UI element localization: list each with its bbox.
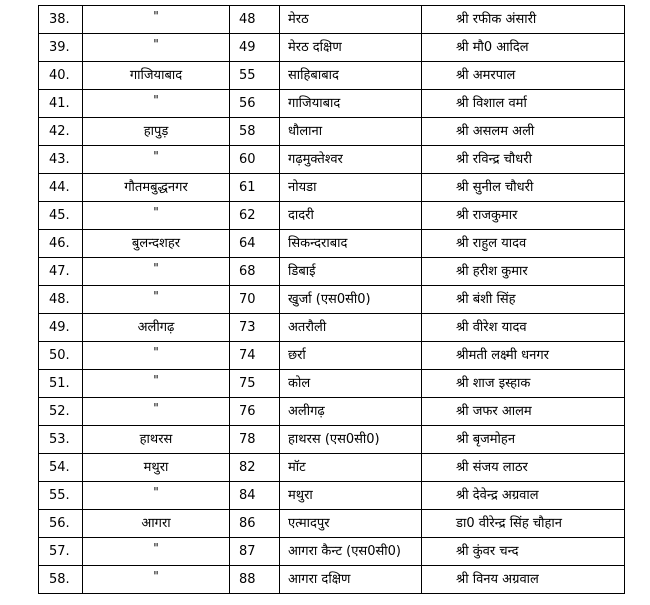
candidate-name-cell: श्री रविन्द्र चौधरी bbox=[422, 146, 625, 174]
district-cell: " bbox=[83, 566, 230, 594]
candidate-name-cell: श्री जफर आलम bbox=[422, 398, 625, 426]
candidate-name-cell: डा0 वीरेन्द्र सिंह चौहान bbox=[422, 510, 625, 538]
district-cell: हापुड़ bbox=[83, 118, 230, 146]
district-cell: गाजियाबाद bbox=[83, 62, 230, 90]
constituency-number-cell: 78 bbox=[230, 426, 280, 454]
constituency-number-cell: 75 bbox=[230, 370, 280, 398]
constituency-name-cell: कोल bbox=[280, 370, 422, 398]
serial-number-cell: 48. bbox=[39, 286, 83, 314]
constituency-name-cell: आगरा दक्षिण bbox=[280, 566, 422, 594]
serial-number-cell: 47. bbox=[39, 258, 83, 286]
constituency-number-cell: 84 bbox=[230, 482, 280, 510]
district-cell: " bbox=[83, 90, 230, 118]
serial-number-cell: 42. bbox=[39, 118, 83, 146]
district-cell: " bbox=[83, 398, 230, 426]
constituency-number-cell: 64 bbox=[230, 230, 280, 258]
constituency-number-cell: 60 bbox=[230, 146, 280, 174]
constituency-name-cell: अतरौली bbox=[280, 314, 422, 342]
serial-number-cell: 57. bbox=[39, 538, 83, 566]
serial-number-cell: 38. bbox=[39, 6, 83, 34]
constituency-number-cell: 49 bbox=[230, 34, 280, 62]
candidate-name-cell: श्रीमती लक्ष्मी धनगर bbox=[422, 342, 625, 370]
constituency-name-cell: दादरी bbox=[280, 202, 422, 230]
serial-number-cell: 39. bbox=[39, 34, 83, 62]
constituency-name-cell: साहिबाबाद bbox=[280, 62, 422, 90]
constituency-name-cell: सिकन्दराबाद bbox=[280, 230, 422, 258]
candidate-name-cell: श्री बंशी सिंह bbox=[422, 286, 625, 314]
constituency-number-cell: 82 bbox=[230, 454, 280, 482]
district-cell: बुलन्दशहर bbox=[83, 230, 230, 258]
candidate-table bbox=[38, 5, 625, 594]
document-page bbox=[38, 5, 624, 594]
table-row bbox=[39, 398, 625, 426]
constituency-number-cell: 87 bbox=[230, 538, 280, 566]
candidate-name-cell: श्री शाज इस्हाक bbox=[422, 370, 625, 398]
district-cell: " bbox=[83, 538, 230, 566]
district-cell: " bbox=[83, 202, 230, 230]
constituency-name-cell: आगरा कैन्ट (एस0सी0) bbox=[280, 538, 422, 566]
constituency-name-cell: हाथरस (एस0सी0) bbox=[280, 426, 422, 454]
district-cell: गौतमबुद्धनगर bbox=[83, 174, 230, 202]
constituency-number-cell: 55 bbox=[230, 62, 280, 90]
constituency-number-cell: 48 bbox=[230, 6, 280, 34]
table-row bbox=[39, 342, 625, 370]
serial-number-cell: 46. bbox=[39, 230, 83, 258]
table-row bbox=[39, 510, 625, 538]
candidate-name-cell: श्री देवेन्द्र अग्रवाल bbox=[422, 482, 625, 510]
candidate-name-cell: श्री असलम अली bbox=[422, 118, 625, 146]
table-row bbox=[39, 314, 625, 342]
table-row bbox=[39, 6, 625, 34]
serial-number-cell: 45. bbox=[39, 202, 83, 230]
serial-number-cell: 44. bbox=[39, 174, 83, 202]
constituency-number-cell: 61 bbox=[230, 174, 280, 202]
serial-number-cell: 56. bbox=[39, 510, 83, 538]
candidate-name-cell: श्री विनय अग्रवाल bbox=[422, 566, 625, 594]
candidate-name-cell: श्री हरीश कुमार bbox=[422, 258, 625, 286]
table-row bbox=[39, 90, 625, 118]
constituency-number-cell: 76 bbox=[230, 398, 280, 426]
table-row bbox=[39, 146, 625, 174]
constituency-name-cell: एत्मादपुर bbox=[280, 510, 422, 538]
table-row bbox=[39, 454, 625, 482]
table-row bbox=[39, 286, 625, 314]
serial-number-cell: 58. bbox=[39, 566, 83, 594]
candidate-name-cell: श्री रफीक अंसारी bbox=[422, 6, 625, 34]
candidate-name-cell: श्री अमरपाल bbox=[422, 62, 625, 90]
serial-number-cell: 49. bbox=[39, 314, 83, 342]
constituency-number-cell: 86 bbox=[230, 510, 280, 538]
serial-number-cell: 55. bbox=[39, 482, 83, 510]
candidate-name-cell: श्री मौ0 आदिल bbox=[422, 34, 625, 62]
constituency-number-cell: 74 bbox=[230, 342, 280, 370]
candidate-name-cell: श्री बृजमोहन bbox=[422, 426, 625, 454]
candidate-name-cell: श्री वीरेश यादव bbox=[422, 314, 625, 342]
constituency-name-cell: गाजियाबाद bbox=[280, 90, 422, 118]
constituency-number-cell: 62 bbox=[230, 202, 280, 230]
candidate-name-cell: श्री विशाल वर्मा bbox=[422, 90, 625, 118]
candidate-name-cell: श्री सुनील चौधरी bbox=[422, 174, 625, 202]
district-cell: " bbox=[83, 6, 230, 34]
table-row bbox=[39, 258, 625, 286]
district-cell: " bbox=[83, 342, 230, 370]
constituency-number-cell: 70 bbox=[230, 286, 280, 314]
constituency-number-cell: 68 bbox=[230, 258, 280, 286]
table-row bbox=[39, 34, 625, 62]
table-row bbox=[39, 538, 625, 566]
district-cell: आगरा bbox=[83, 510, 230, 538]
constituency-name-cell: डिबाई bbox=[280, 258, 422, 286]
constituency-name-cell: मथुरा bbox=[280, 482, 422, 510]
district-cell: " bbox=[83, 370, 230, 398]
candidate-name-cell: श्री संजय लाठर bbox=[422, 454, 625, 482]
district-cell: " bbox=[83, 258, 230, 286]
table-row bbox=[39, 202, 625, 230]
serial-number-cell: 41. bbox=[39, 90, 83, 118]
constituency-number-cell: 56 bbox=[230, 90, 280, 118]
district-cell: " bbox=[83, 146, 230, 174]
table-row bbox=[39, 62, 625, 90]
table-row bbox=[39, 482, 625, 510]
serial-number-cell: 40. bbox=[39, 62, 83, 90]
district-cell: " bbox=[83, 482, 230, 510]
candidate-name-cell: श्री कुंवर चन्द bbox=[422, 538, 625, 566]
district-cell: अलीगढ़ bbox=[83, 314, 230, 342]
table-row bbox=[39, 426, 625, 454]
district-cell: " bbox=[83, 34, 230, 62]
candidate-name-cell: श्री राजकुमार bbox=[422, 202, 625, 230]
serial-number-cell: 52. bbox=[39, 398, 83, 426]
constituency-name-cell: मॉट bbox=[280, 454, 422, 482]
district-cell: मथुरा bbox=[83, 454, 230, 482]
constituency-name-cell: धौलाना bbox=[280, 118, 422, 146]
constituency-name-cell: मेरठ bbox=[280, 6, 422, 34]
serial-number-cell: 43. bbox=[39, 146, 83, 174]
constituency-number-cell: 88 bbox=[230, 566, 280, 594]
serial-number-cell: 54. bbox=[39, 454, 83, 482]
constituency-name-cell: अलीगढ़ bbox=[280, 398, 422, 426]
constituency-name-cell: खुर्जा (एस0सी0) bbox=[280, 286, 422, 314]
table-row bbox=[39, 118, 625, 146]
table-row bbox=[39, 230, 625, 258]
table-row bbox=[39, 566, 625, 594]
table-row bbox=[39, 174, 625, 202]
serial-number-cell: 51. bbox=[39, 370, 83, 398]
serial-number-cell: 53. bbox=[39, 426, 83, 454]
constituency-name-cell: गढ़मुक्तेश्वर bbox=[280, 146, 422, 174]
candidate-table-body bbox=[39, 6, 625, 594]
constituency-number-cell: 58 bbox=[230, 118, 280, 146]
constituency-name-cell: मेरठ दक्षिण bbox=[280, 34, 422, 62]
serial-number-cell: 50. bbox=[39, 342, 83, 370]
candidate-name-cell: श्री राहुल यादव bbox=[422, 230, 625, 258]
constituency-number-cell: 73 bbox=[230, 314, 280, 342]
district-cell: हाथरस bbox=[83, 426, 230, 454]
constituency-name-cell: नोयडा bbox=[280, 174, 422, 202]
district-cell: " bbox=[83, 286, 230, 314]
table-row bbox=[39, 370, 625, 398]
constituency-name-cell: छर्रा bbox=[280, 342, 422, 370]
